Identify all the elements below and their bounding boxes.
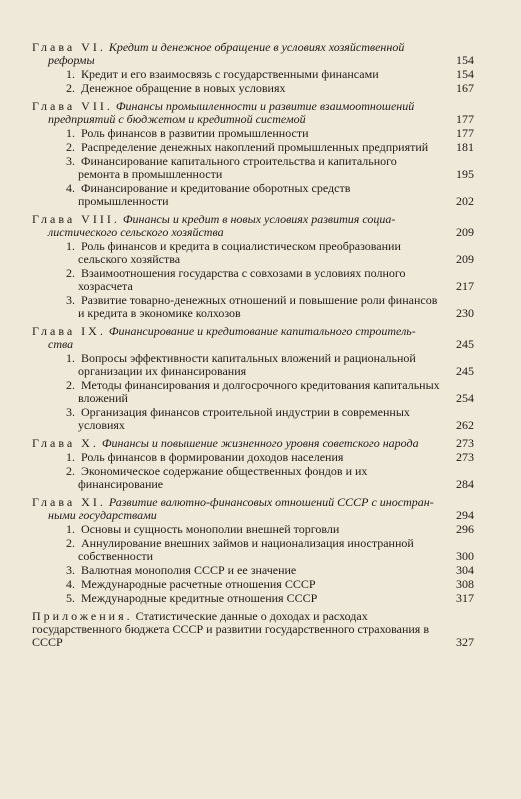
section-entry [66,155,474,181]
chapter-label: Глава VI. [32,40,106,54]
page-number: 317 [456,591,474,605]
chapter-title-cont: ства [48,337,74,351]
chapter-title: Финансы промышленности и развитие взаимоотношений [115,99,415,113]
appendix-label: Приложения. [32,609,133,623]
chapter-title-cont: листического сельского хозяйства [48,225,224,239]
page-number: 294 [456,508,474,522]
section-entry [66,578,474,591]
section-entry [66,141,474,154]
section-entry [66,267,474,293]
section-entry [66,240,474,266]
section-number: 1. [66,67,75,81]
section-number: 5. [66,591,75,605]
section-entry [66,465,474,491]
page-number: 245 [456,337,474,351]
section-title: Денежное обращение в новых условиях [81,81,286,95]
section-title: Роль финансов и кредита в социалистическом преобразовании сельского хозяйства [78,239,401,266]
section-title: Международные расчетные отношения СССР [81,577,316,591]
section-number: 2. [66,266,75,280]
section-number: 1. [66,450,75,464]
section-number: 2. [66,81,75,95]
section-number: 2. [66,140,75,154]
section-number: 3. [66,563,75,577]
section-entry [66,537,474,563]
section-entry [66,352,474,378]
chapter-entry [32,437,474,450]
page-number: 327 [456,635,474,649]
section-title: Вопросы эффективности капитальных вложений и рациональной организации их финансирования [78,351,416,378]
section-title: Основы и сущность монополии внешней торговли [81,522,340,536]
chapter-entry [32,41,474,67]
section-title: Кредит и его взаимосвязь с государственными финансами [81,67,379,81]
chapter-entry [32,325,474,351]
page-number: 209 [456,225,474,239]
section-number: 1. [66,522,75,536]
section-entry [66,379,474,405]
page-number: 181 [456,140,474,154]
chapter-title: Финансирование и кредитование капитального строитель- [108,324,416,338]
section-title: Валютная монополия СССР и ее значение [81,563,297,577]
page-number: 245 [456,364,474,378]
section-entry [66,592,474,605]
page-number: 304 [456,563,474,577]
section-number: 2. [66,536,75,550]
page-number: 154 [456,53,474,67]
page-number: 273 [456,450,474,464]
section-number: 3. [66,293,75,307]
section-number: 3. [66,405,75,419]
chapter-title-cont: реформы [48,53,95,67]
page-number: 195 [456,167,474,181]
section-entry [66,82,474,95]
chapter-title: Кредит и денежное обращение в условиях хозяйственной [108,40,405,54]
section-entry [66,127,474,140]
chapter-title-cont: предприятий с бюджетом и кредитной системой [48,112,306,126]
page-number: 273 [456,436,474,450]
page-number: 217 [456,279,474,293]
page-number: 262 [456,418,474,432]
page-number: 308 [456,577,474,591]
chapter-entry [32,213,474,239]
chapter-title-cont: ными государствами [48,508,157,522]
page-number: 230 [456,306,474,320]
chapter-title: Финансы и повышение жизненного уровня советского народа [101,436,419,450]
page-number: 254 [456,391,474,405]
section-number: 4. [66,577,75,591]
chapter-label: Глава VIII. [32,212,120,226]
table-of-contents [32,36,474,649]
chapter-title: Финансы и кредит в новых условиях развития социа- [122,212,396,226]
section-entry [66,451,474,464]
chapter-label: Глава VII. [32,99,113,113]
page-number: 202 [456,194,474,208]
page-number: 300 [456,549,474,563]
chapter-label: Глава X. [32,436,99,450]
page-number: 177 [456,112,474,126]
chapter-label: Глава XI. [32,495,106,509]
chapter-entry [32,100,474,126]
section-entry [66,294,474,320]
section-number: 1. [66,351,75,365]
section-title: Аннулирование внешних займов и национализация иностранной собственности [78,536,414,563]
section-title: Роль финансов в формировании доходов населения [81,450,344,464]
section-title: Международные кредитные отношения СССР [81,591,318,605]
section-title: Развитие товарно-денежных отношений и повышение роли финансов и кредита в экономике колхозов [78,293,438,320]
section-title: Роль финансов в развитии промышленности [81,126,309,140]
section-entry [66,182,474,208]
chapter-title: Развитие валютно-финансовых отношений СССР с иностран- [108,495,434,509]
section-entry [66,523,474,536]
section-entry [66,406,474,432]
page-number: 284 [456,477,474,491]
page-number: 209 [456,252,474,266]
section-entry [66,564,474,577]
page-number: 177 [456,126,474,140]
section-title: Взаимоотношения государства с совхозами в условиях полного хозрасчета [78,266,406,293]
section-title: Экономическое содержание общественных фондов и их финансирование [78,464,368,491]
page-number: 154 [456,67,474,81]
section-title: Распределение денежных накоплений промышленных предприятий [81,140,429,154]
section-number: 3. [66,154,75,168]
section-title: Финансирование капитального строительства и капитального ремонта в промышленности [78,154,397,181]
section-number: 4. [66,181,75,195]
appendix-title: Статистические данные о доходах и расходах государственного бюджета СССР и развитии государственного страхования в СССР [32,609,429,649]
appendix-entry [32,610,474,649]
section-number: 1. [66,239,75,253]
section-title: Методы финансирования и долгосрочного кредитования капитальных вложений [78,378,440,405]
section-number: 1. [66,126,75,140]
chapter-label: Глава IX. [32,324,106,338]
section-entry [66,68,474,81]
section-title: Организация финансов строительной индустрии в современных условиях [78,405,410,432]
page-number: 167 [456,81,474,95]
section-number: 2. [66,378,75,392]
section-number: 2. [66,464,75,478]
section-title: Финансирование и кредитование оборотных средств промышленности [78,181,351,208]
chapter-entry [32,496,474,522]
page-number: 296 [456,522,474,536]
